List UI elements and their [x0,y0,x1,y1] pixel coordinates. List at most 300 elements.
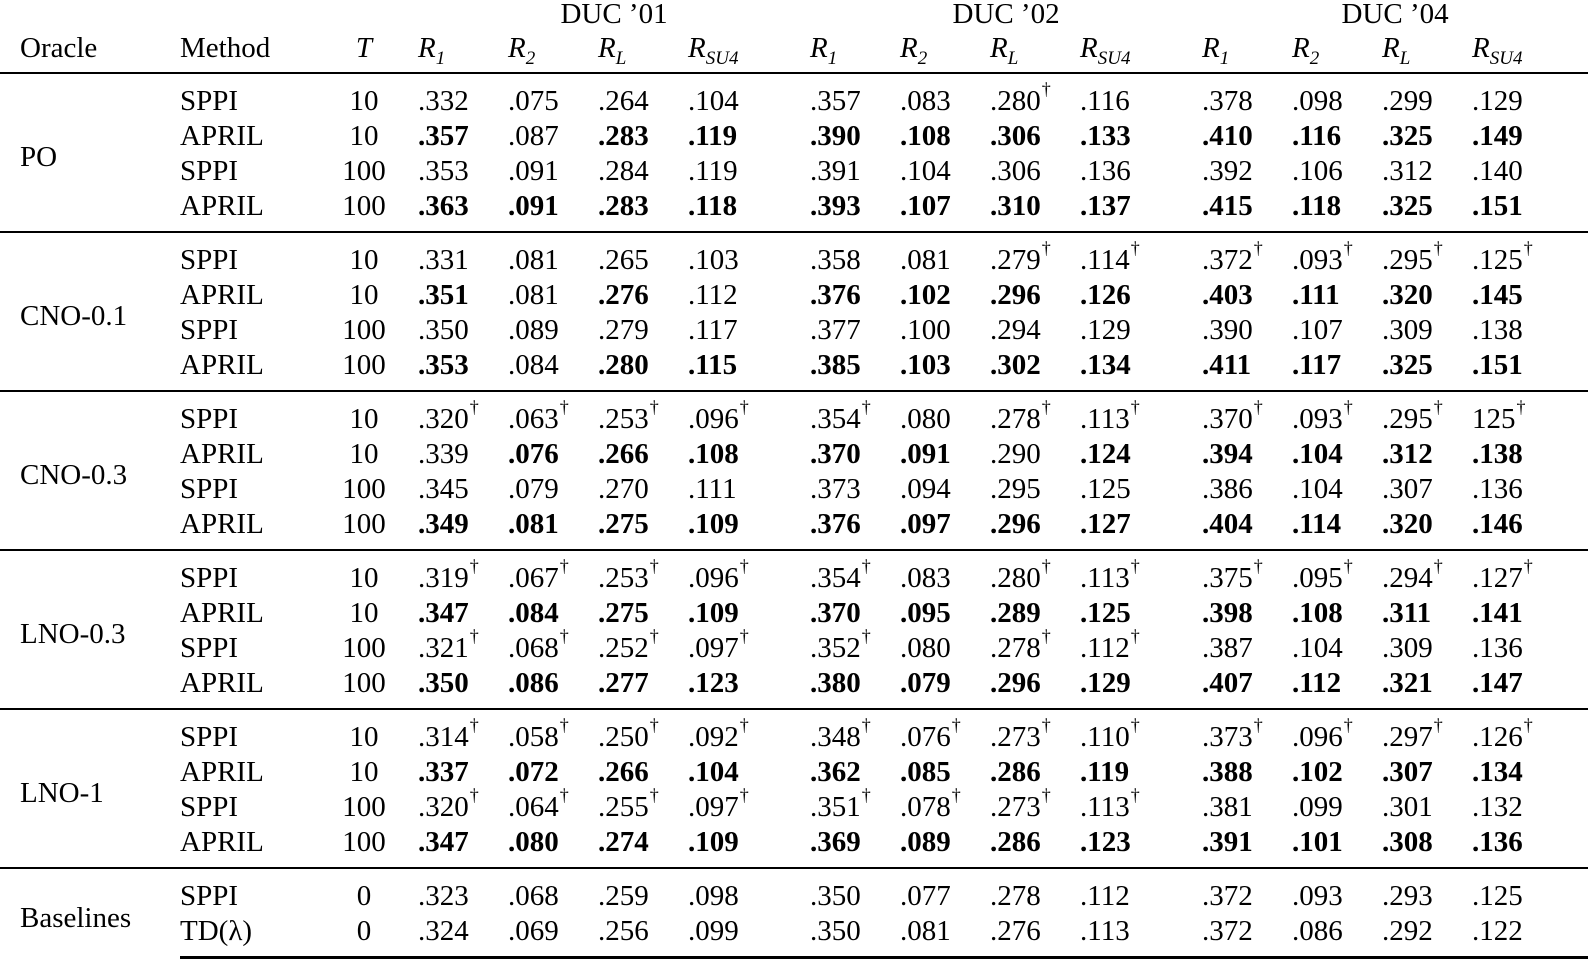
value-text: .369 [810,826,861,858]
value-text: .403 [1202,279,1253,311]
value-text: .083 [900,562,951,594]
value-cell [900,550,990,596]
dagger-mark: † [1041,626,1051,647]
value-cell [688,785,810,825]
value-text: .295 [1382,244,1433,276]
value-text: .306 [990,120,1041,152]
value-text: .380 [810,667,861,699]
value-text: .306 [990,155,1041,187]
value-cell [1202,73,1292,119]
value-cell [900,666,990,709]
value-cell [1292,825,1382,868]
value-cell [810,154,900,189]
value-text: .363 [418,190,469,222]
t-cell: 100 [342,349,386,381]
value-cell [1382,73,1472,119]
value-cell [418,626,508,666]
value-cell [1472,232,1588,278]
value-text: .114 [1080,244,1130,276]
value-cell [598,348,688,391]
value-cell [688,391,810,437]
value-cell [1292,790,1382,825]
value-cell [900,914,990,958]
value-cell [990,437,1080,472]
t-cell: 100 [342,473,386,505]
value-cell [598,232,688,278]
value-text: .331 [418,244,469,276]
value-text: .145 [1472,279,1523,311]
value-cell [900,73,990,119]
value-cell [418,391,508,437]
value-cell [688,437,810,472]
value-text: .115 [688,349,738,381]
value-text: .354 [810,562,861,594]
value-text: .311 [1382,597,1432,629]
value-cell [1080,868,1202,914]
header-oracle: Oracle [0,28,180,73]
dagger-mark: † [1523,715,1533,736]
value-cell [508,73,598,119]
value-cell [810,825,900,868]
value-text: .357 [810,85,861,117]
value-cell [810,666,900,709]
value-text: .319 [418,562,469,594]
value-cell [810,785,900,825]
value-text: .058 [508,721,559,753]
value-text: .094 [900,473,951,505]
value-cell [1080,755,1202,790]
dagger-mark: † [1130,238,1140,259]
value-text: .134 [1472,756,1523,788]
value-text: .407 [1202,667,1253,699]
value-text: .256 [598,915,649,947]
value-cell [1382,825,1472,868]
value-cell [1202,391,1292,437]
value-cell [1382,154,1472,189]
value-cell [900,437,990,472]
value-cell [688,472,810,507]
value-cell [900,189,990,232]
value-cell [598,914,688,958]
value-cell [1080,825,1202,868]
value-text: .140 [1472,155,1523,187]
value-text: .388 [1202,756,1253,788]
value-cell [1080,119,1202,154]
value-cell [990,755,1080,790]
value-cell [688,313,810,348]
t-cell: 100 [342,791,386,823]
value-cell [1202,755,1292,790]
value-text: .273 [990,791,1041,823]
method-cell: TD(λ) [180,914,310,958]
dagger-mark: † [469,785,479,806]
value-text: .146 [1472,508,1523,540]
dagger-mark: † [1433,397,1443,418]
value-cell [1202,790,1292,825]
value-text: .373 [810,473,861,505]
dagger-mark: † [559,626,569,647]
t-cell: 10 [349,279,379,311]
dagger-mark: † [861,626,871,647]
value-cell [508,437,598,472]
value-text: .404 [1202,508,1253,540]
value-cell [990,550,1080,596]
value-text: .097 [688,791,739,823]
value-text: .080 [900,403,951,435]
value-cell [508,189,598,232]
value-cell [1202,631,1292,666]
value-text: .110 [1080,721,1130,753]
value-cell [1292,232,1382,278]
value-text: .275 [598,597,649,629]
t-cell: 10 [349,438,379,470]
value-cell [598,785,688,825]
header-rl-g2: $R_L$ [990,28,1080,73]
method-cell: APRIL [180,756,264,788]
value-text: .350 [418,314,469,346]
value-text: .296 [990,279,1041,311]
value-text: .270 [598,473,649,505]
value-text: .097 [688,632,739,664]
value-text: .352 [810,632,861,664]
value-text: .337 [418,756,469,788]
value-cell [1382,550,1472,596]
value-cell [418,709,508,755]
dagger-mark: † [861,785,871,806]
method-cell: APRIL [180,438,264,470]
value-cell [508,313,598,348]
t-cell: 0 [310,914,418,958]
value-text: .394 [1202,438,1253,470]
value-text: .278 [990,632,1041,664]
table-row [0,666,1588,709]
value-cell [900,755,990,790]
value-cell [900,313,990,348]
value-text: .138 [1472,314,1523,346]
value-text: .126 [1080,279,1131,311]
value-cell [990,348,1080,391]
value-cell [900,825,990,868]
value-cell [688,119,810,154]
t-cell: 10 [349,85,379,117]
header-r2-g1: $R_2$ [508,28,598,73]
value-cell [1382,278,1472,313]
value-text: .353 [418,349,469,381]
value-cell [1382,119,1472,154]
value-text: .348 [810,721,861,753]
value-text: .250 [598,721,649,753]
value-text: .312 [1382,155,1433,187]
dagger-mark: † [1343,715,1353,736]
header-r1-g1: $R_1$ [418,28,508,73]
value-text: .415 [1202,190,1253,222]
value-text: .390 [810,120,861,152]
method-cell: APRIL [180,120,264,152]
value-text: .293 [1382,880,1433,912]
value-cell [1202,507,1292,550]
value-cell [598,313,688,348]
value-cell [598,189,688,232]
t-cell: 10 [349,756,379,788]
value-cell [810,914,900,958]
table-row [0,232,1588,278]
value-text: .112 [1292,667,1342,699]
value-cell [900,868,990,914]
value-cell [1080,154,1202,189]
value-text: .132 [1472,791,1523,823]
value-cell [900,785,990,825]
value-text: .351 [810,791,861,823]
value-text: .129 [1080,667,1131,699]
header-rsu4-g3: $R_{SU4}$ [1472,28,1588,73]
value-cell [1382,755,1472,790]
value-cell [1292,868,1382,914]
table-row [0,790,1588,825]
value-cell [1382,914,1472,958]
value-text: .376 [810,508,861,540]
value-cell [1472,189,1588,232]
value-text: .136 [1472,632,1523,664]
method-cell: APRIL [180,597,264,629]
value-text: .253 [598,562,649,594]
value-text: .089 [900,826,951,858]
value-text: .099 [1292,791,1343,823]
value-text: .309 [1382,314,1433,346]
value-cell [598,119,688,154]
value-text: .301 [1382,791,1433,823]
value-cell [1472,472,1588,507]
header-method: Method [180,28,310,73]
dagger-mark: † [559,785,569,806]
dagger-mark: † [1041,238,1051,259]
value-text: .324 [418,915,469,947]
dagger-mark: † [1343,556,1353,577]
value-cell [1292,631,1382,666]
value-text: .068 [508,632,559,664]
value-text: .096 [1292,721,1343,753]
value-cell [900,278,990,313]
value-text: .087 [508,120,559,152]
value-cell [990,596,1080,631]
dagger-mark: † [1253,556,1263,577]
value-cell [1472,868,1588,914]
value-cell [1472,914,1588,958]
value-cell [1292,391,1382,437]
value-text: .286 [990,826,1041,858]
value-cell [508,914,598,958]
value-text: .314 [418,721,469,753]
value-text: .113 [1080,915,1130,947]
dagger-mark: † [1041,79,1051,100]
table-row [0,868,1588,914]
value-text: .089 [508,314,559,346]
value-cell [900,631,990,666]
value-text: .308 [1382,826,1433,858]
value-text: .283 [598,190,649,222]
dagger-mark: † [1523,556,1533,577]
oracle-label: Baselines [0,868,180,958]
value-text: .137 [1080,190,1131,222]
value-text: .063 [508,403,559,435]
value-text: .289 [990,597,1041,629]
value-cell [1382,189,1472,232]
value-text: .381 [1202,791,1253,823]
value-text: .320 [1382,279,1433,311]
value-text: .339 [418,438,469,470]
method-cell: SPPI [180,155,239,187]
value-text: .123 [688,667,739,699]
value-cell [418,119,508,154]
value-text: .386 [1202,473,1253,505]
dagger-mark: † [1433,556,1443,577]
value-text: .321 [1382,667,1433,699]
dagger-mark: † [559,397,569,418]
table-row [0,313,1588,348]
value-cell [1202,232,1292,278]
value-text: .072 [508,756,559,788]
oracle-label: CNO-0.1 [0,232,180,391]
value-cell [508,507,598,550]
value-text: .123 [1080,826,1131,858]
value-text: .064 [508,791,559,823]
value-cell [1202,596,1292,631]
value-text: .350 [810,880,861,912]
value-cell [990,119,1080,154]
value-cell [1292,596,1382,631]
value-cell [508,232,598,278]
table-row [0,507,1588,550]
value-cell [1472,437,1588,472]
value-cell [1080,437,1202,472]
table-row [0,278,1588,313]
value-cell [1202,472,1292,507]
table-row [0,631,1588,666]
value-cell [1472,631,1588,666]
value-text: .296 [990,508,1041,540]
value-cell [900,391,990,437]
value-text: .387 [1202,632,1253,664]
value-cell [1202,550,1292,596]
value-cell [688,596,810,631]
value-text: .276 [598,279,649,311]
value-text: .076 [508,438,559,470]
value-text: .098 [1292,85,1343,117]
value-cell [900,507,990,550]
value-text: .290 [990,438,1041,470]
table-row [0,391,1588,437]
value-text: .118 [1292,190,1342,222]
value-text: .296 [990,667,1041,699]
value-text: .351 [418,279,469,311]
value-cell [1080,278,1202,313]
value-cell [1080,596,1202,631]
value-cell [508,278,598,313]
dagger-mark: † [649,397,659,418]
dagger-mark: † [1433,715,1443,736]
value-cell [418,437,508,472]
group-header-duc04: DUC ’04 [1341,0,1449,30]
value-cell [810,437,900,472]
value-text: .372 [1202,915,1253,947]
dagger-mark: † [1433,238,1443,259]
table-row [0,596,1588,631]
value-text: .081 [900,915,951,947]
value-cell [990,507,1080,550]
value-cell [900,596,990,631]
dagger-mark: † [861,397,871,418]
value-text: .273 [990,721,1041,753]
value-text: .093 [1292,880,1343,912]
value-text: .320 [1382,508,1433,540]
value-cell [688,914,810,958]
value-cell [810,550,900,596]
value-cell [418,825,508,868]
dagger-mark: † [1130,785,1140,806]
value-cell [900,348,990,391]
value-cell [1292,666,1382,709]
value-cell [1472,825,1588,868]
dagger-mark: † [951,785,961,806]
value-text: .104 [1292,438,1343,470]
value-cell [810,709,900,755]
value-cell [418,313,508,348]
t-cell: 10 [349,120,379,152]
dagger-mark: † [1253,715,1263,736]
dagger-mark: † [1253,397,1263,418]
value-text: .084 [508,349,559,381]
value-cell [990,825,1080,868]
value-text: .294 [990,314,1041,346]
value-cell [508,666,598,709]
value-text: .302 [990,349,1041,381]
dagger-mark: † [861,715,871,736]
value-text: .297 [1382,721,1433,753]
value-cell [1382,666,1472,709]
value-text: .109 [688,597,739,629]
dagger-mark: † [739,556,749,577]
dagger-mark: † [861,556,871,577]
value-cell [688,755,810,790]
value-text: .068 [508,880,559,912]
value-cell [508,391,598,437]
value-text: .279 [990,244,1041,276]
value-text: .295 [990,473,1041,505]
value-cell [1080,73,1202,119]
value-cell [1202,278,1292,313]
value-text: .373 [1202,721,1253,753]
value-cell [1292,119,1382,154]
value-cell [990,914,1080,958]
header-rl-g3: $R_L$ [1382,28,1472,73]
value-cell [508,825,598,868]
value-text: .129 [1472,85,1523,117]
value-cell [810,278,900,313]
table-row [0,550,1588,596]
value-text: .350 [810,915,861,947]
table-row [0,348,1588,391]
value-cell [598,868,688,914]
value-text: .309 [1382,632,1433,664]
value-cell [418,550,508,596]
value-cell [418,189,508,232]
value-text: .411 [1202,349,1252,381]
value-text: .370 [810,597,861,629]
value-text: .325 [1382,190,1433,222]
value-text: .108 [900,120,951,152]
value-text: .280 [990,85,1041,117]
value-cell [1080,550,1202,596]
header-r2-g3: $R_2$ [1292,28,1382,73]
